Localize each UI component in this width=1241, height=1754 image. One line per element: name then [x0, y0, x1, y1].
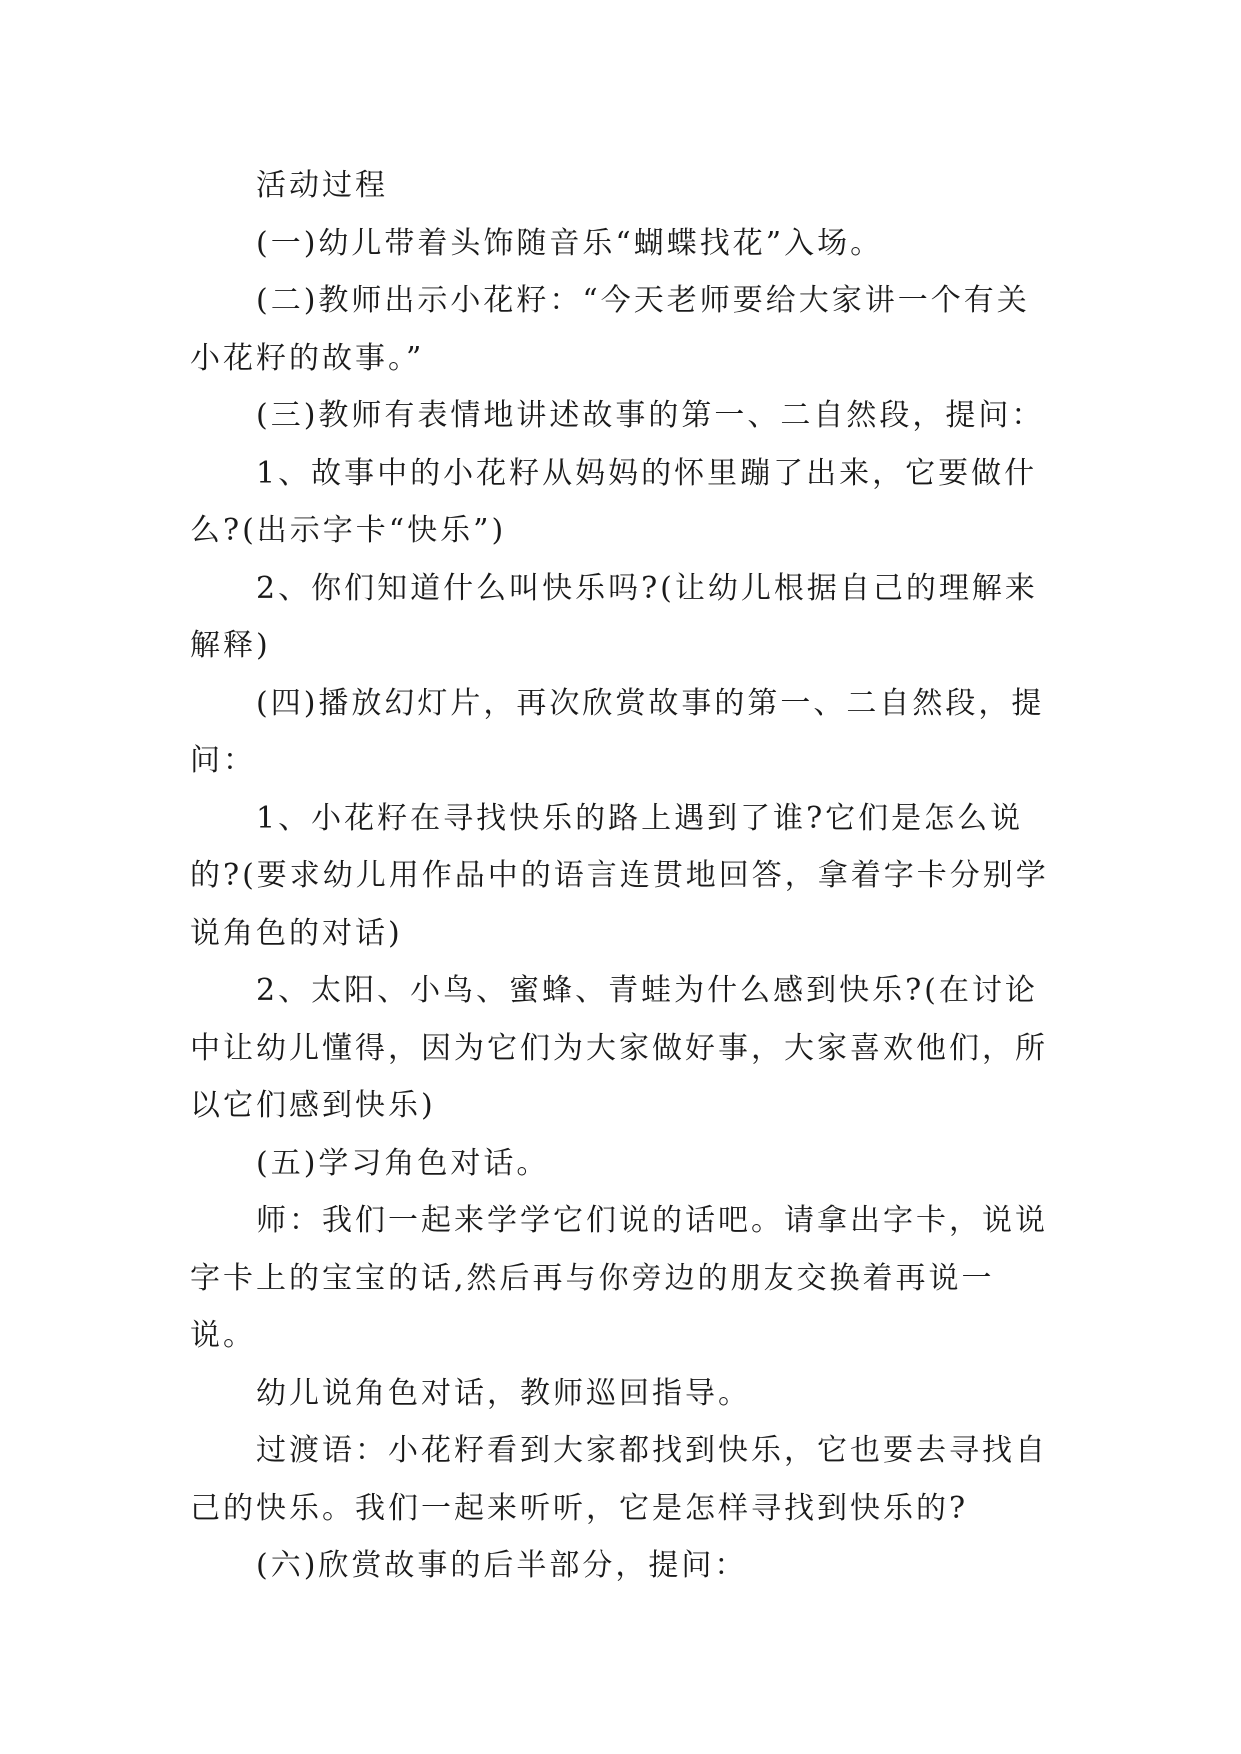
paragraph: (三)教师有表情地讲述故事的第一、二自然段，提问：: [256, 398, 1045, 433]
paragraph: 2、太阳、小鸟、蜜蜂、青蛙为什么感到快乐?(在讨论中让幼儿懂得，因为它们为大家做好事，大家喜欢他们，所以它们感到快乐): [190, 973, 1048, 1123]
paragraph: 1、故事中的小花籽从妈妈的怀里蹦了出来，它要做什么?(出示字卡“快乐”): [190, 455, 1038, 548]
paragraph: 幼儿说角色对话，教师巡回指导。: [256, 1375, 751, 1411]
paragraph: (五)学习角色对话。: [256, 1145, 550, 1181]
paragraph: (六)欣赏故事的后半部分，提问：: [256, 1548, 748, 1583]
paragraph: 2、你们知道什么叫快乐吗?(让幼儿根据自己的理解来解释): [190, 570, 1038, 663]
section-heading: 活动过程: [256, 168, 388, 203]
paragraph: 师：我们一起来学学它们说的话吧。请拿出字卡，说说字卡上的宝宝的话,然后再与你旁边的朋友交换着再说一说。: [190, 1203, 1048, 1353]
paragraph: (四)播放幻灯片，再次欣赏故事的第一、二自然段，提问：: [190, 685, 1045, 778]
document-page: [190, 157, 1050, 1595]
paragraph: 过渡语：小花籽看到大家都找到快乐，它也要去寻找自己的快乐。我们一起来听听，它是怎样寻找到快乐的?: [190, 1433, 1048, 1526]
paragraph: (二)教师出示小花籽：“今天老师要给大家讲一个有关小花籽的故事。”: [190, 283, 1030, 376]
paragraph: (一)幼儿带着头饰随音乐“蝴蝶找花”入场。: [256, 225, 884, 261]
paragraph: 1、小花籽在寻找快乐的路上遇到了谁?它们是怎么说的?(要求幼儿用作品中的语言连贯地回答，拿着字卡分别学说角色的对话): [190, 800, 1049, 951]
